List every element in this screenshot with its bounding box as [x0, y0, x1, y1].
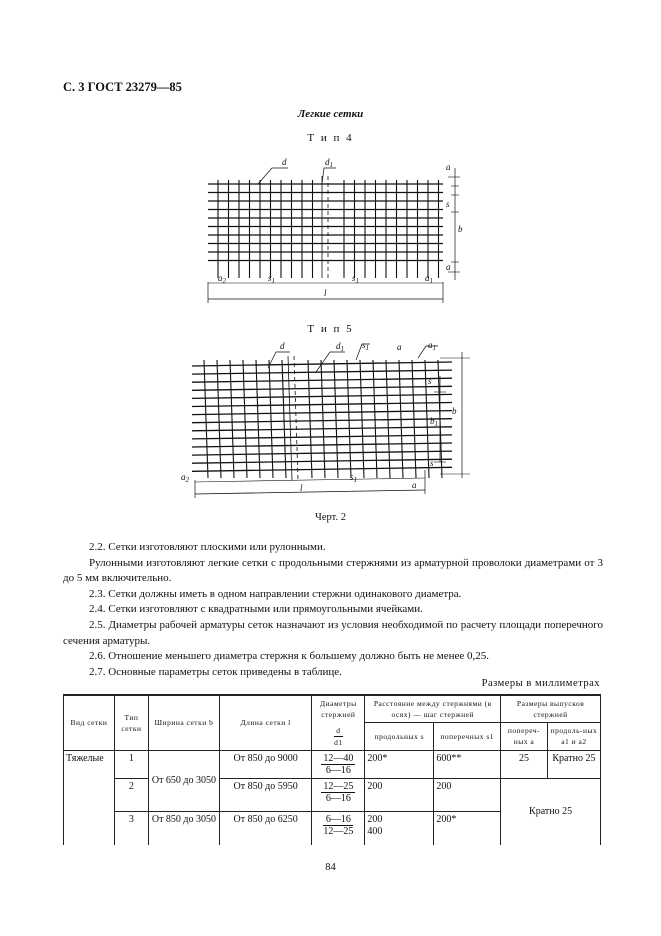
label-a-bottom: a: [446, 262, 451, 272]
cell-length: От 850 до 9000: [219, 750, 311, 778]
longitudinal-bar: [192, 459, 452, 463]
type5-mesh: [192, 356, 452, 480]
th-vid: Вид сетки: [64, 695, 115, 750]
label5-s-bottom: s: [430, 458, 434, 468]
cell-tip: 3: [114, 811, 148, 845]
label5-s: s: [428, 376, 432, 386]
cell-width: От 650 до 3050: [148, 750, 219, 811]
label-d: d: [282, 157, 287, 167]
cell-a: 25: [501, 750, 548, 778]
th-spacing-group: Расстояние между стержнями (в осях) — шаг стержней: [365, 695, 501, 723]
label5-d1: $d_1$: [336, 341, 344, 353]
transverse-bar: [269, 360, 273, 478]
section-title: Легкие сетки: [297, 108, 364, 120]
paragraph: 2.5. Диаметры рабочей арматуры сеток назначают из условия необходимой по расчету площади поперечного сечения арматуры.: [63, 618, 603, 647]
th-width: Ширина сетки b: [148, 695, 219, 750]
cell-s: 200*: [365, 750, 434, 778]
cell-s1: 200*: [434, 811, 501, 845]
label-l: l: [324, 288, 327, 298]
transverse-bar: [308, 360, 312, 478]
label5-s1-bottom: $s_1$: [350, 472, 358, 484]
label5-s1-top: $s_1$: [362, 340, 370, 352]
th-outlet-long: продоль-ных a1 и a2: [547, 723, 600, 751]
type5-caption: Т и п 5: [307, 323, 354, 335]
cell-length: От 850 до 5950: [219, 778, 311, 811]
th-outlet-group: Размеры выпусков стержней: [501, 695, 601, 723]
cell-vid: Тяжелые: [64, 750, 115, 845]
cell-length: От 850 до 6250: [219, 811, 311, 845]
label-d1: $d_1$: [325, 157, 333, 169]
cell-diam: $\frac{12—40}{6—16}$: [312, 750, 365, 778]
longitudinal-bar: [192, 419, 452, 423]
transverse-bar: [204, 360, 208, 478]
longitudinal-bar: [192, 467, 452, 471]
cell-width: От 850 до 3050: [148, 811, 219, 845]
page-number: 84: [325, 862, 336, 873]
label-s: s: [446, 199, 450, 209]
label5-d: d: [280, 341, 285, 351]
cell-a12-merged: Кратно 25: [501, 778, 601, 845]
type4-diagram: [0, 150, 661, 310]
label-a2: $a_2$: [218, 273, 226, 285]
transverse-bar: [230, 360, 234, 478]
paragraph: 2.7. Основные параметры сеток приведены в таблице.: [89, 665, 342, 678]
label-a1: $a_1$: [425, 273, 433, 285]
cell-tip: 2: [114, 778, 148, 811]
body-paragraphs: [63, 540, 603, 680]
label5-a-bottom: a: [412, 480, 417, 490]
th-tip: Тип сетки: [114, 695, 148, 750]
paragraph: Рулонными изготовляют легкие сетки с продольными стержнями из арматурной проволоки диаметрами от 3 до 5 мм включительно.: [63, 556, 603, 585]
cell-a12: Кратно 25: [547, 750, 600, 778]
parameters-table: [63, 694, 601, 845]
page-header: С. 3 ГОСТ 23279—85: [63, 80, 182, 94]
cell-s: 200: [365, 778, 434, 811]
figure-caption: Черт. 2: [315, 512, 346, 523]
cell-diam: $\frac{6—16}{12—25}$: [312, 811, 365, 845]
th-spacing-trans: поперечных s1: [434, 723, 501, 751]
transverse-bar: [282, 360, 286, 478]
type4-mesh: [208, 176, 443, 278]
label5-a2: $a_2$: [181, 472, 189, 484]
transverse-bar: [321, 360, 325, 478]
cell-diam: $\frac{12—25}{6—16}$: [312, 778, 365, 811]
type4-labels: [218, 157, 463, 298]
th-outlet-trans: попереч-ных a: [501, 723, 548, 751]
table-row: [64, 778, 601, 811]
cell-s1: 200: [434, 778, 501, 811]
units-note: Размеры в миллиметрах: [481, 678, 600, 689]
th-diam: Диаметры стержней: [312, 695, 365, 723]
label-s1-right: $s_1$: [352, 273, 360, 285]
th-length: Длина сетки l: [219, 695, 311, 750]
cell-s: 200 400: [365, 811, 434, 845]
label-a-top: a: [446, 162, 451, 172]
label5-a1: $a_1$: [428, 340, 436, 352]
cell-s1: 600**: [434, 750, 501, 778]
label5-b: b: [452, 406, 457, 416]
longitudinal-bar: [192, 443, 452, 447]
th-spacing-long: продольных s: [365, 723, 434, 751]
label5-a-top: a: [397, 342, 402, 352]
longitudinal-bar: [192, 427, 452, 431]
transverse-bar: [243, 360, 247, 478]
type5-diagram: [0, 338, 661, 508]
longitudinal-bar: [192, 451, 452, 455]
label-b: b: [458, 224, 463, 234]
transverse-bar: [334, 360, 338, 478]
label-s1-left: $s_1$: [268, 273, 276, 285]
transverse-bar: [256, 360, 260, 478]
type4-caption: Т и п 4: [307, 132, 354, 144]
paragraph: 2.2. Сетки изготовляют плоскими или рулонными.: [89, 541, 326, 553]
table-row: [64, 750, 601, 778]
label5-l: l: [300, 483, 303, 493]
paragraph: 2.3. Сетки должны иметь в одном направлении стержни одинакового диаметра.: [89, 587, 462, 600]
longitudinal-bar: [192, 435, 452, 439]
th-diam-fraction: $\frac{d}{d1}$: [312, 723, 365, 751]
transverse-bar: [217, 360, 221, 478]
cell-tip: 1: [114, 750, 148, 778]
paragraph: 2.4. Сетки изготовляют с квадратными или прямоугольными ячейками.: [89, 603, 423, 616]
longitudinal-bar: [192, 411, 452, 415]
label5-b1: $b_1$: [430, 416, 438, 428]
paragraph: 2.6. Отношение меньшего диаметра стержня к большему должно быть не менее 0,25.: [89, 650, 490, 663]
